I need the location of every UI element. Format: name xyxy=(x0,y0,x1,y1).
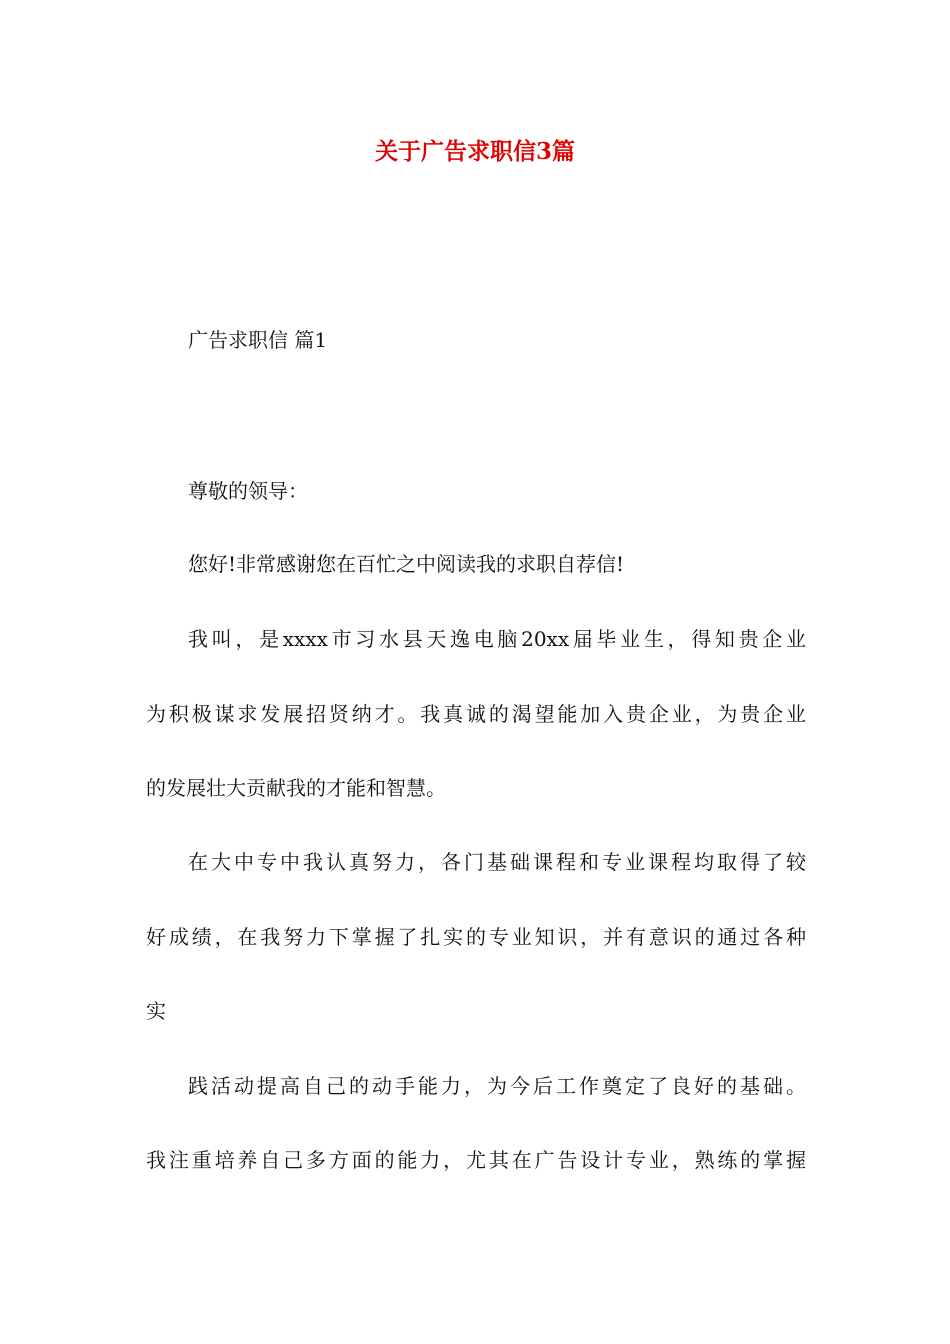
document-title: 关于广告求职信3篇 xyxy=(374,138,575,165)
body-line: 我叫，是xxxx市习水县天逸电脑20xx届毕业生，得知贵企业 xyxy=(188,627,806,651)
body-line: 践活动提高自己的动手能力，为今后工作奠定了良好的基础。 xyxy=(188,1074,806,1098)
greeting-line: 您好!非常感谢您在百忙之中阅读我的求职自荐信! xyxy=(188,552,625,576)
body-line: 我注重培养自己多方面的能力，尤其在广告设计专业，熟练的掌握 xyxy=(146,1148,806,1172)
body-line: 为积极谋求发展招贤纳才。我真诚的渴望能加入贵企业，为贵企业 xyxy=(146,702,806,726)
salutation-line: 尊敬的领导： xyxy=(188,479,308,503)
body-line: 好成绩，在我努力下掌握了扎实的专业知识，并有意识的通过各种 xyxy=(146,925,806,949)
body-line: 实 xyxy=(146,999,166,1023)
body-line: 的发展壮大贡献我的才能和智慧。 xyxy=(146,776,446,800)
section-heading: 广告求职信 篇1 xyxy=(188,328,328,352)
body-line: 在大中专中我认真努力，各门基础课程和专业课程均取得了较 xyxy=(188,850,806,874)
